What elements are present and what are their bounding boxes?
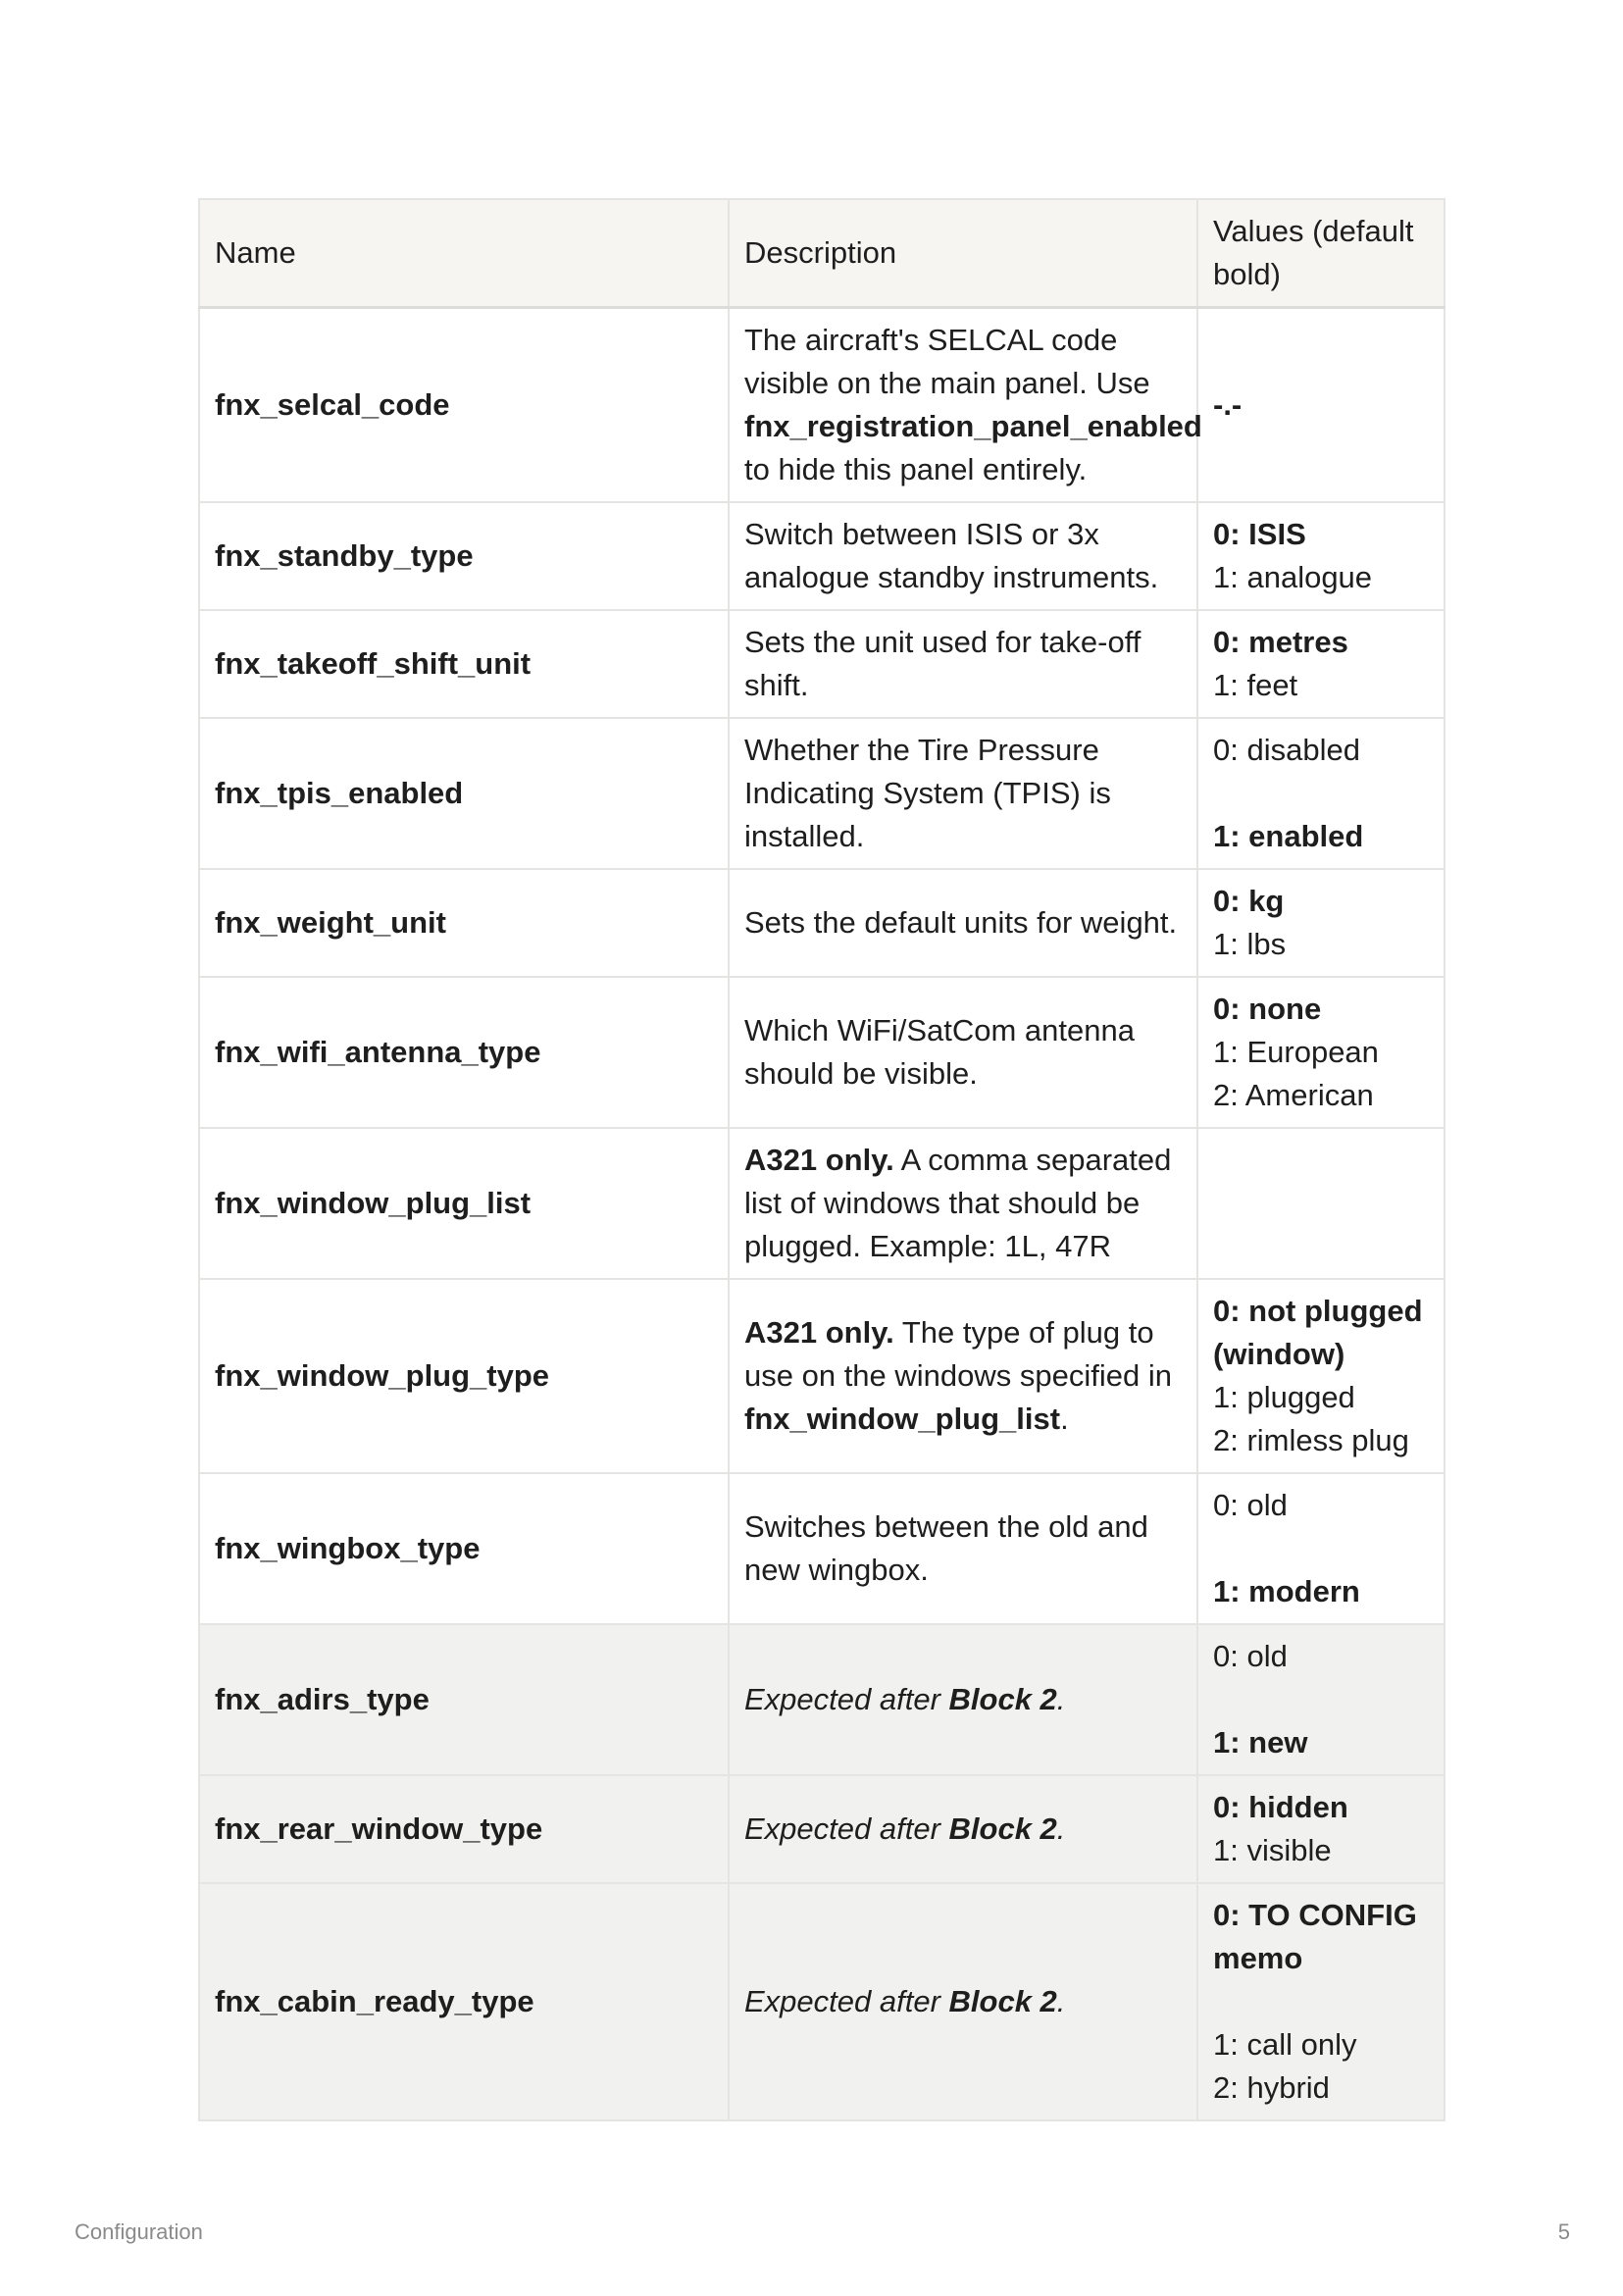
setting-values (1197, 308, 1445, 503)
setting-description (729, 1883, 1197, 2120)
header-description: Description (729, 199, 1197, 308)
setting-description: Switches between the old and new wingbox. (729, 1473, 1197, 1624)
setting-name: fnx_window_plug_type (199, 1279, 729, 1473)
table-row (199, 718, 1445, 869)
desc-note: A321 only. (744, 1315, 894, 1350)
value-option: 1: lbs (1213, 927, 1287, 961)
setting-description (729, 1775, 1197, 1883)
value-option: 1: feet (1213, 668, 1298, 702)
value-option: 2: American (1213, 1078, 1374, 1112)
value-option: 1: visible (1213, 1833, 1332, 1867)
table-row (199, 610, 1445, 718)
desc-text: Expected after (744, 1811, 949, 1846)
desc-text: Expected after (744, 1682, 949, 1716)
setting-description (729, 1279, 1197, 1473)
header-values: Values (default bold) (1197, 199, 1445, 308)
setting-name: fnx_selcal_code (199, 308, 729, 503)
setting-name: fnx_window_plug_list (199, 1128, 729, 1279)
setting-values (1197, 977, 1445, 1128)
setting-values (1197, 1473, 1445, 1624)
desc-text: . (1060, 1402, 1069, 1436)
value-option: 1: analogue (1213, 560, 1373, 594)
table-row (199, 308, 1445, 503)
value-option-default: 0: ISIS (1213, 517, 1306, 551)
page-number: 5 (1557, 2219, 1570, 2244)
footer-section-title: Configuration (75, 2219, 203, 2244)
setting-values (1197, 1624, 1445, 1775)
table-row (199, 869, 1445, 977)
desc-text: The type of plug to use on the windows specified in (744, 1315, 1172, 1393)
value-option-default: 0: not plugged (window) (1213, 1294, 1423, 1371)
setting-name: fnx_tpis_enabled (199, 718, 729, 869)
desc-text: . (1056, 1984, 1066, 2018)
table-row (199, 1624, 1445, 1775)
setting-name: fnx_weight_unit (199, 869, 729, 977)
desc-text: . (1056, 1811, 1066, 1846)
table-row (199, 1775, 1445, 1883)
desc-note: A321 only. (744, 1143, 894, 1177)
setting-values (1197, 869, 1445, 977)
value-option-default: 0: hidden (1213, 1790, 1348, 1824)
setting-values (1197, 502, 1445, 610)
setting-name: fnx_rear_window_type (199, 1775, 729, 1883)
setting-values (1197, 610, 1445, 718)
value-option: -.- (1213, 387, 1243, 422)
value-option: 0: old (1213, 1639, 1288, 1673)
table-row (199, 1473, 1445, 1624)
setting-name: fnx_adirs_type (199, 1624, 729, 1775)
value-option: 0: disabled (1213, 733, 1360, 767)
header-name: Name (199, 199, 729, 308)
table-row (199, 502, 1445, 610)
value-option-default: 0: TO CONFIG memo (1213, 1898, 1417, 1975)
desc-text: . (1056, 1682, 1066, 1716)
desc-text: Expected after (744, 1984, 949, 2018)
setting-description: Sets the default units for weight. (729, 869, 1197, 977)
setting-name: fnx_standby_type (199, 502, 729, 610)
value-option: 1: plugged (1213, 1380, 1355, 1414)
setting-name: fnx_takeoff_shift_unit (199, 610, 729, 718)
setting-description: Sets the unit used for take-off shift. (729, 610, 1197, 718)
value-option-default: 1: new (1213, 1725, 1308, 1760)
setting-name: fnx_wifi_antenna_type (199, 977, 729, 1128)
value-option-default: 0: none (1213, 992, 1322, 1026)
desc-variable: fnx_registration_panel_enabled (744, 409, 1202, 443)
setting-name: fnx_wingbox_type (199, 1473, 729, 1624)
value-option: 2: rimless plug (1213, 1423, 1409, 1457)
setting-name: fnx_cabin_ready_type (199, 1883, 729, 2120)
table-row (199, 1883, 1445, 2120)
value-option-default: 1: modern (1213, 1574, 1360, 1608)
value-option: 1: European (1213, 1035, 1379, 1069)
desc-block: Block 2 (948, 1811, 1057, 1846)
setting-description (729, 308, 1202, 503)
setting-values (1197, 1128, 1445, 1279)
table-row (199, 1128, 1445, 1279)
value-option: 1: call only (1213, 2027, 1357, 2062)
table-header-row (199, 199, 1445, 308)
setting-values (1197, 1775, 1445, 1883)
desc-text: to hide this panel entirely. (744, 452, 1088, 486)
setting-description: Whether the Tire Pressure Indicating System (TPIS) is installed. (729, 718, 1197, 869)
value-option-default: 0: kg (1213, 884, 1285, 918)
setting-values (1197, 718, 1445, 869)
value-option-default: 1: enabled (1213, 819, 1364, 853)
configuration-table (198, 198, 1445, 2121)
setting-values (1197, 1279, 1445, 1473)
value-option: 0: old (1213, 1488, 1288, 1522)
value-option-default: 0: metres (1213, 625, 1348, 659)
desc-block: Block 2 (948, 1682, 1057, 1716)
setting-description (729, 1624, 1197, 1775)
value-option: 2: hybrid (1213, 2070, 1330, 2105)
desc-block: Block 2 (948, 1984, 1057, 2018)
setting-description: Switch between ISIS or 3x analogue standby instruments. (729, 502, 1197, 610)
desc-text: The aircraft's SELCAL code visible on the main panel. Use (744, 323, 1150, 400)
setting-description: Which WiFi/SatCom antenna should be visible. (729, 977, 1197, 1128)
table-row (199, 977, 1445, 1128)
setting-values (1197, 1883, 1445, 2120)
table-row (199, 1279, 1445, 1473)
desc-text: A comma separated list of windows that should be plugged. Example: 1L, 47R (744, 1143, 1172, 1263)
setting-description (729, 1128, 1197, 1279)
desc-variable: fnx_window_plug_list (744, 1402, 1061, 1436)
